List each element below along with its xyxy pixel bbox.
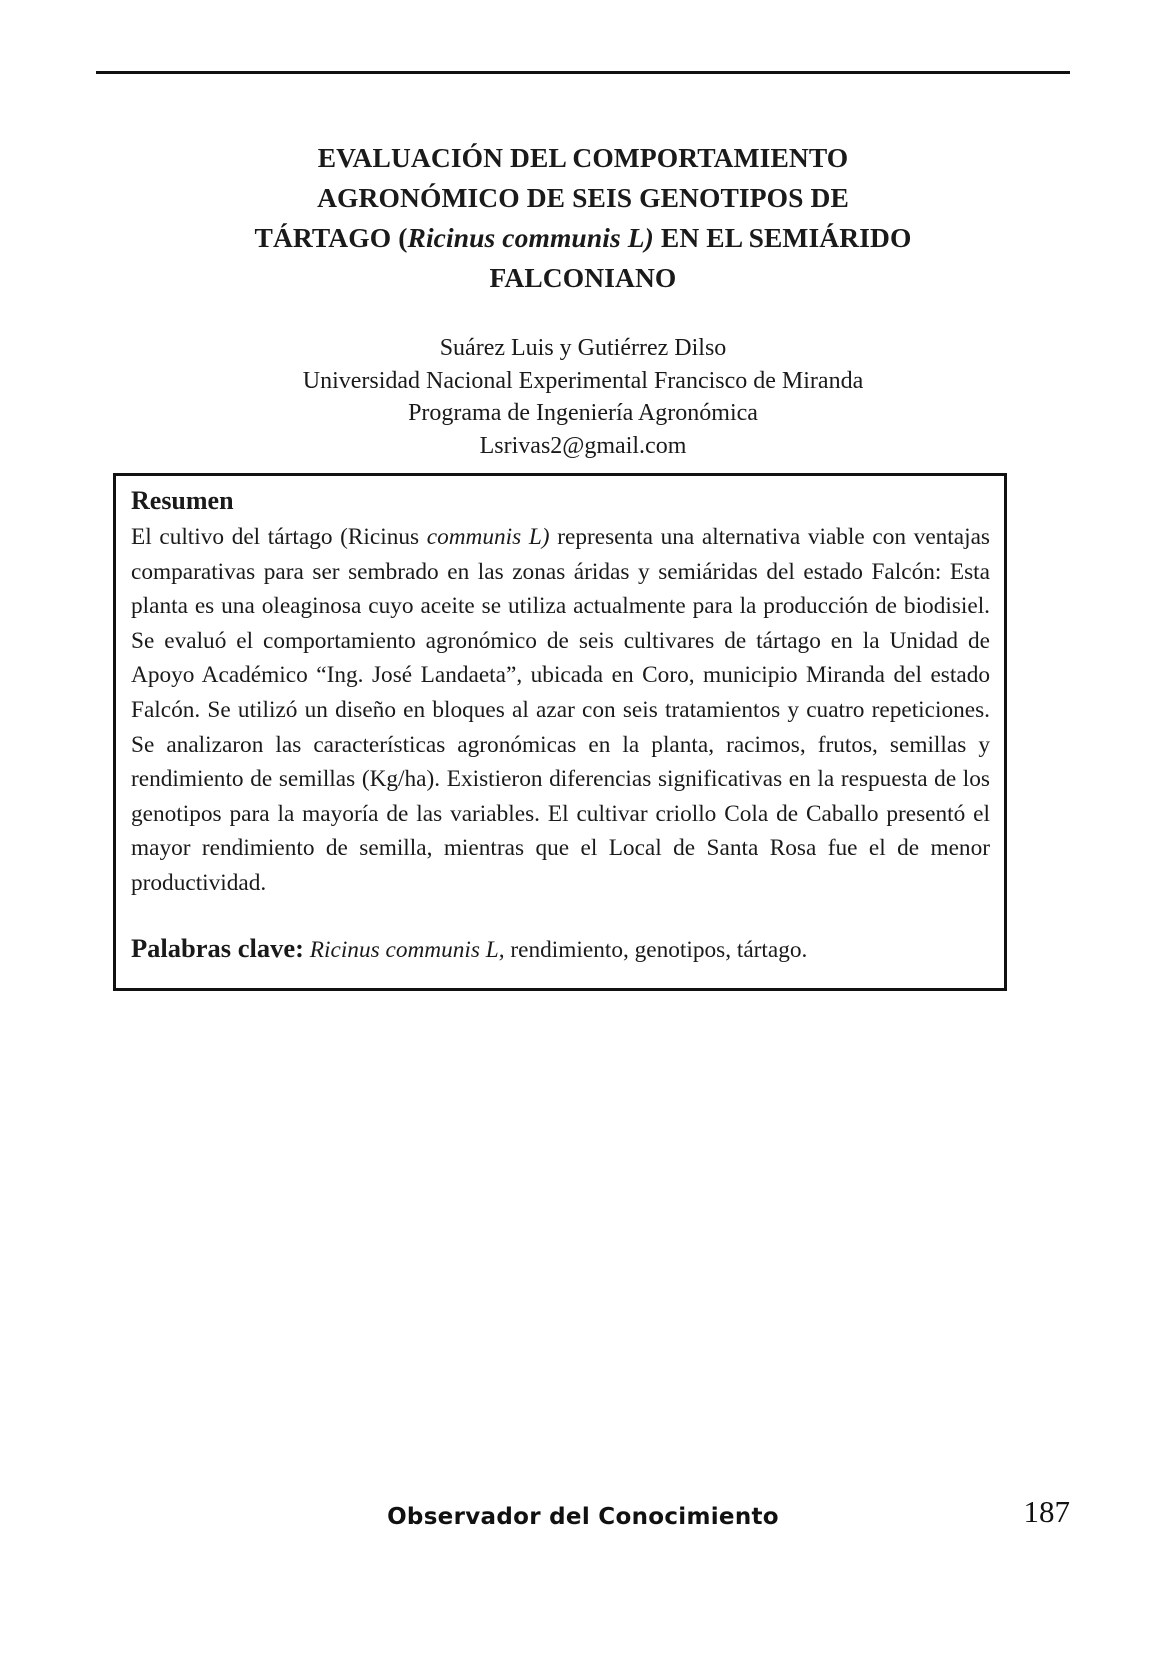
- abstract-text-part1: El cultivo del tártago (Ricinus: [131, 524, 427, 550]
- title-line-1: EVALUACIÓN DEL COMPORTAMIENTO: [317, 142, 849, 173]
- title-line-4: FALCONIANO: [489, 262, 677, 293]
- abstract-box: [113, 473, 1007, 991]
- title-line-2: AGRONÓMICO DE SEIS GENOTIPOS DE: [317, 182, 849, 213]
- footer-page-number: 187: [1023, 1494, 1070, 1529]
- page-title: [150, 138, 1016, 298]
- header-rule: [96, 71, 1070, 74]
- program-name: Programa de Ingeniería Agronómica: [408, 400, 758, 426]
- author-names: Suárez Luis y Gutiérrez Dilso: [439, 335, 727, 361]
- abstract-content: [131, 484, 990, 967]
- keywords-list: rendimiento, genotipos, tártago.: [504, 936, 808, 963]
- keywords-label: Palabras clave:: [131, 932, 304, 963]
- author-block: [150, 332, 1016, 462]
- abstract-text-part2: representa una alternativa viable con ventajas comparativas para ser sembrado en las zonas áridas y semiáridas del estado Falcón: Esta planta es una oleaginosa cuyo aceite se utiliza actualmente para la producción de biodisiel. Se evaluó el comportamiento agronómico de seis cultivares de tártago en la Unidad de Apoyo Académico “Ing. José Landaeta”, ubicada en Coro, municipio Miranda del estado Falcón. Se utilizó un diseño en bloques al azar con seis tratamientos y cuatro repeticiones. Se analizaron las características agronómicas en la planta, racimos, frutos, semillas y rendimiento de semillas (Kg/ha). Existieron diferencias significativas en la respuesta de los genotipos para la mayoría de las variables. El cultivar criollo Cola de Caballo presentó el mayor rendimiento de semilla, mientras que el Local de Santa Rosa fue el de menor productividad.: [131, 524, 990, 896]
- abstract-species-name: communis L): [426, 524, 550, 550]
- title-line-3-prefix: TÁRTAGO (: [254, 222, 408, 253]
- author-email: Lsrivas2@gmail.com: [479, 432, 687, 459]
- footer-journal-name: Observador del Conocimiento: [387, 1504, 779, 1530]
- abstract-text: [131, 520, 990, 901]
- keywords-line: [131, 931, 990, 967]
- keywords-species-name: Ricinus communis L,: [309, 936, 505, 963]
- title-line-3-suffix: EN EL SEMIÁRIDO: [653, 222, 912, 253]
- title-species-name: Ricinus communis L): [407, 222, 654, 253]
- abstract-heading: Resumen: [131, 486, 234, 515]
- institution-name: Universidad Nacional Experimental Francisco de Miranda: [302, 367, 864, 394]
